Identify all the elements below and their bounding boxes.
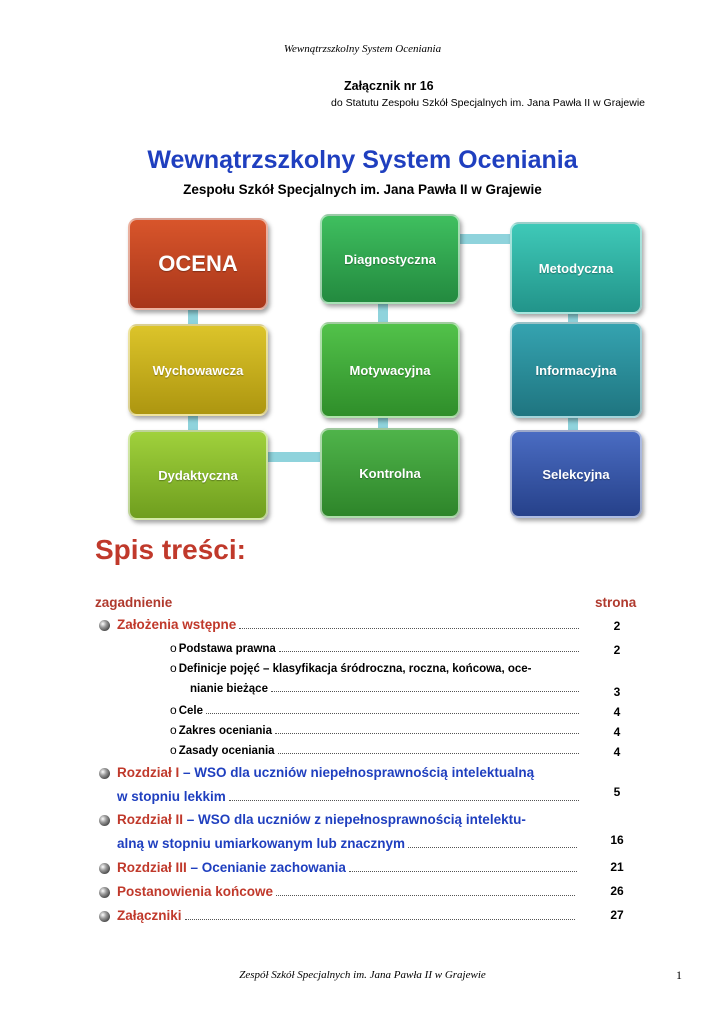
dot-leader [206,713,579,714]
dot-leader [229,800,579,801]
box-kontrolna: Kontrolna [320,428,460,518]
dot-leader [349,871,577,872]
toc-entry-definitions-cont[interactable] [190,683,579,695]
toc-title: Spis treści: [95,534,246,565]
toc-page-number: 27 [610,908,624,922]
toc-entry-label: Podstawa prawna [178,643,276,655]
toc-entry-label: Definicje pojęć – klasyfikacja śródroczna, roczna, końcowa, oce- [178,663,532,675]
bullet-icon [99,887,110,898]
toc-page-number: 4 [613,725,621,739]
toc-entry-label: – WSO dla uczniów z niepełnosprawnością intelektu- [183,812,526,827]
dot-leader [185,919,575,920]
dot-leader [276,895,575,896]
toc-entry-label: nianie bieżące [190,683,268,695]
running-footer: Zespół Szkół Specjalnych im. Jana Pawła II w Grajewie [239,969,486,981]
toc-page-number: 4 [613,705,621,719]
running-header: Wewnątrzszkolny System Oceniania [283,43,442,55]
dot-leader [278,753,579,754]
toc-entry-rules[interactable] [170,743,579,757]
toc-entry-chapter-3[interactable] [117,860,577,875]
toc-column-page: strona [595,595,637,610]
toc-entry-label: alną w stopniu umiarkowanym lub znacznym [117,836,406,851]
toc-page-number: 16 [610,833,624,847]
dot-leader [239,628,579,629]
toc-entry-label: Zakres oceniania [178,725,273,737]
toc-entry-annexes[interactable] [117,908,575,923]
bullet-icon [99,863,110,874]
dot-leader [279,651,579,652]
box-dydaktyczna: Dydaktyczna [128,430,268,520]
toc-page-number: 2 [613,643,621,657]
toc-page-number: 26 [610,884,624,898]
toc-entry-legal-basis[interactable] [170,641,579,655]
box-ocena: OCENA [128,218,268,310]
page-number: 1 [676,968,682,982]
box-diagnostyczna: Diagnostyczna [320,214,460,304]
toc-entry-final-provisions[interactable] [117,884,575,899]
toc-entry-chapter-1-cont[interactable] [117,789,579,804]
bullet-icon [99,620,110,631]
dot-leader [271,691,579,692]
box-metodyczna: Metodyczna [510,222,642,314]
bullet-icon [99,911,110,922]
bullet-icon [99,815,110,826]
toc-entry-label: Załączniki [117,908,182,923]
toc-entry-label: Zasady oceniania [178,745,275,757]
dot-leader [275,733,579,734]
toc-entry-definitions[interactable] [170,661,579,675]
toc-entry-chapter-2-cont[interactable] [117,836,577,851]
box-selekcyjna: Selekcyjna [510,430,642,518]
circle-bullet-icon: o [170,743,177,757]
circle-bullet-icon: o [170,723,177,737]
toc-page-number: 3 [613,685,621,699]
document-title: Wewnątrzszkolny System Oceniania [147,146,578,174]
toc-page-number: 2 [613,619,621,633]
chapter-prefix: Rozdział II [117,812,184,827]
attachment-subtitle: do Statutu Zespołu Szkół Specjalnych im. Jana Pawła II w Grajewie [331,97,645,109]
toc-page-number: 4 [613,745,621,759]
attachment-title: Załącznik nr 16 [344,79,434,93]
circle-bullet-icon: o [170,661,177,675]
toc-entry-scope[interactable] [170,723,579,737]
assessment-functions-diagram [120,212,640,520]
toc-entry-label: w stopniu lekkim [117,789,226,804]
chapter-prefix: Rozdział I [117,765,180,780]
chapter-prefix: Rozdział III [117,860,187,875]
toc-entry-label: Założenia wstępne [117,617,237,632]
toc-entry-intro[interactable] [117,617,579,632]
dot-leader [408,847,577,848]
toc-entry-label: – Ocenianie zachowania [186,860,346,875]
box-motywacyjna: Motywacyjna [320,322,460,418]
toc-entry-chapter-2[interactable] [117,812,587,827]
toc-entry-goals[interactable] [170,703,579,717]
toc-page-number: 5 [613,785,621,799]
toc-entry-chapter-1[interactable] [117,765,587,780]
toc-entry-label: Cele [178,705,203,717]
circle-bullet-icon: o [170,641,177,655]
box-wychowawcza: Wychowawcza [128,324,268,416]
toc-entry-label: Postanowienia końcowe [117,884,274,899]
circle-bullet-icon: o [170,703,177,717]
box-informacyjna: Informacyjna [510,322,642,418]
toc-column-topic: zagadnienie [95,595,173,610]
document-subtitle: Zespołu Szkół Specjalnych im. Jana Pawła II w Grajewie [183,182,542,197]
bullet-icon [99,768,110,779]
toc-page-number: 21 [610,860,624,874]
toc-entry-label: – WSO dla uczniów niepełnosprawnością intelektualną [179,765,535,780]
